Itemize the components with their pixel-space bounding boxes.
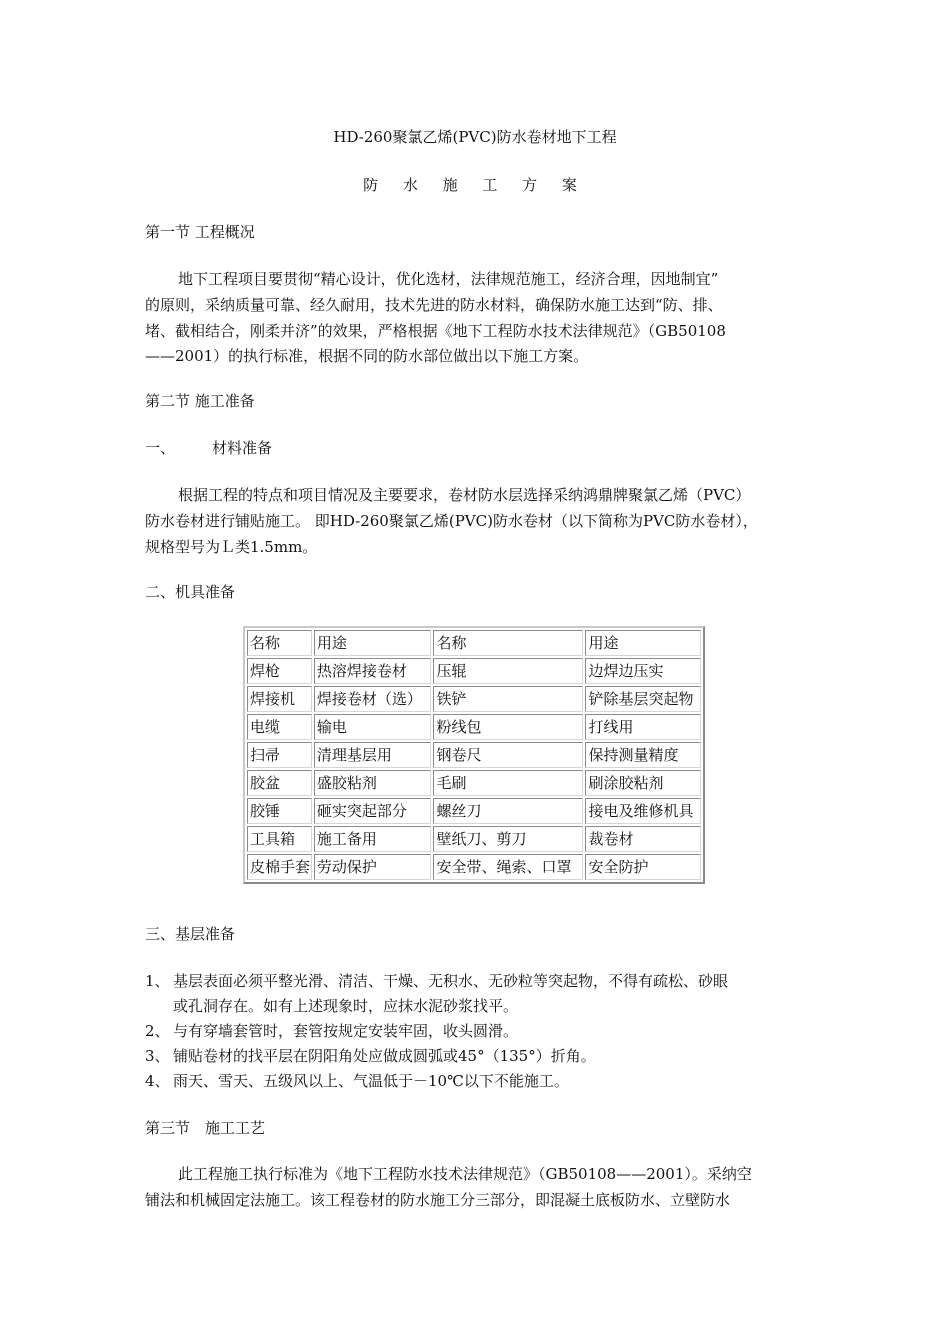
list-item-number: 2、 <box>145 1022 170 1040</box>
list-item-text: 雨天、雪天、五级风以上、气温低于－10℃以下不能施工。 <box>173 1072 569 1090</box>
subsection-1-number: 一、 <box>145 439 176 457</box>
table-cell: 皮棉手套 <box>247 854 312 880</box>
table-cell: 毛刷 <box>433 770 583 796</box>
paragraph-1-line: ——2001）的执行标准，根据不同的防水部位做出以下施工方案。 <box>145 347 589 365</box>
table-cell: 刷涂胶粘剂 <box>585 770 701 796</box>
table-cell: 扫帚 <box>247 742 312 768</box>
table-row <box>247 798 701 824</box>
paragraph-1-line: 地下工程项目要贯彻“精心设计，优化选材，法律规范施工，经济合理，因地制宜” <box>178 270 719 288</box>
table-cell: 粉线包 <box>433 714 583 740</box>
table-cell: 热溶焊接卷材 <box>314 658 432 684</box>
doc-title-line2: 防 水 施 工 方 案 <box>363 176 587 194</box>
table-row <box>247 826 701 852</box>
table-row <box>247 742 701 768</box>
table-cell: 焊接卷材（选） <box>314 686 432 712</box>
table-cell: 输电 <box>314 714 432 740</box>
paragraph-1-line: 堵、截相结合，刚柔并济”的效果，严格根据《地下工程防水技术法律规范》（GB50108 <box>145 322 726 340</box>
table-row <box>247 658 701 684</box>
section-heading-3: 第三节 施工工艺 <box>145 1119 266 1137</box>
table-cell: 盛胶粘剂 <box>314 770 432 796</box>
table-row <box>247 854 701 880</box>
table-cell: 安全防护 <box>585 854 701 880</box>
table-cell: 接电及维修机具 <box>585 798 701 824</box>
tools-table <box>243 626 705 884</box>
table-row <box>247 686 701 712</box>
table-cell: 劳动保护 <box>314 854 432 880</box>
list-item-text: 铺贴卷材的找平层在阴阳角处应做成圆弧或45°（135°）折角。 <box>173 1047 596 1065</box>
table-cell: 壁纸刀、剪刀 <box>433 826 583 852</box>
subsection-1-title: 材料准备 <box>212 439 273 457</box>
table-row <box>247 714 701 740</box>
list-item-text: 或孔洞存在。如有上述现象时，应抹水泥砂浆找平。 <box>173 997 519 1015</box>
table-cell: 工具箱 <box>247 826 312 852</box>
table-cell: 边焊边压实 <box>585 658 701 684</box>
table-cell: 压辊 <box>433 658 583 684</box>
table-cell: 铲除基层突起物 <box>585 686 701 712</box>
table-cell: 胶锤 <box>247 798 312 824</box>
table-cell: 保持测量精度 <box>585 742 701 768</box>
table-cell: 砸实突起部分 <box>314 798 432 824</box>
table-cell: 铁铲 <box>433 686 583 712</box>
list-item-text: 与有穿墙套管时，套管按规定安装牢固，收头圆滑。 <box>173 1022 519 1040</box>
table-cell: 安全带、绳索、口罩 <box>433 854 583 880</box>
paragraph-3-line: 铺法和机械固定法施工。该工程卷材的防水施工分三部分，即混凝土底板防水、立壁防水 <box>145 1191 731 1209</box>
table-cell: 电缆 <box>247 714 312 740</box>
subsection-3-title: 三、基层准备 <box>145 925 236 943</box>
table-header-cell: 用途 <box>585 630 701 656</box>
list-item-number: 4、 <box>145 1072 170 1090</box>
paragraph-2-line: 根据工程的特点和项目情况及主要要求，卷材防水层选择采纳鸿鼎牌聚氯乙烯（PVC） <box>178 486 751 504</box>
table-header-cell: 名称 <box>247 630 312 656</box>
table-cell: 钢卷尺 <box>433 742 583 768</box>
table-row <box>247 770 701 796</box>
table-cell: 焊枪 <box>247 658 312 684</box>
doc-title-line1: HD-260聚氯乙烯(PVC)防水卷材地下工程 <box>333 128 617 146</box>
paragraph-2-line: 防水卷材进行铺贴施工。 即HD-260聚氯乙烯(PVC)防水卷材（以下简称为PVC防水卷材）， <box>145 512 758 530</box>
table-cell: 清理基层用 <box>314 742 432 768</box>
section-heading-2: 第二节 施工准备 <box>145 392 255 410</box>
table-cell: 螺丝刀 <box>433 798 583 824</box>
section-heading-1: 第一节 工程概况 <box>145 223 255 241</box>
subsection-2-title: 二、机具准备 <box>145 583 236 601</box>
table-cell: 裁卷材 <box>585 826 701 852</box>
table-cell: 施工备用 <box>314 826 432 852</box>
list-item-number: 3、 <box>145 1047 170 1065</box>
list-item-text: 基层表面必须平整光滑、清洁、干燥、无积水、无砂粒等突起物，不得有疏松、砂眼 <box>173 972 729 990</box>
table-header-cell: 名称 <box>433 630 583 656</box>
paragraph-2-line: 规格型号为Ｌ类1.5mm。 <box>145 538 318 556</box>
list-item-number: 1、 <box>145 972 170 990</box>
table-header-cell: 用途 <box>314 630 432 656</box>
table-cell: 胶盆 <box>247 770 312 796</box>
paragraph-3-line: 此工程施工执行标准为《地下工程防水技术法律规范》（GB50108——2001）。采纳空 <box>178 1165 752 1183</box>
table-cell: 打线用 <box>585 714 701 740</box>
table-header-row <box>247 630 701 656</box>
table-cell: 焊接机 <box>247 686 312 712</box>
paragraph-1-line: 的原则，采纳质量可靠、经久耐用，技术先进的防水材料，确保防水施工达到“防、排、 <box>145 296 723 314</box>
